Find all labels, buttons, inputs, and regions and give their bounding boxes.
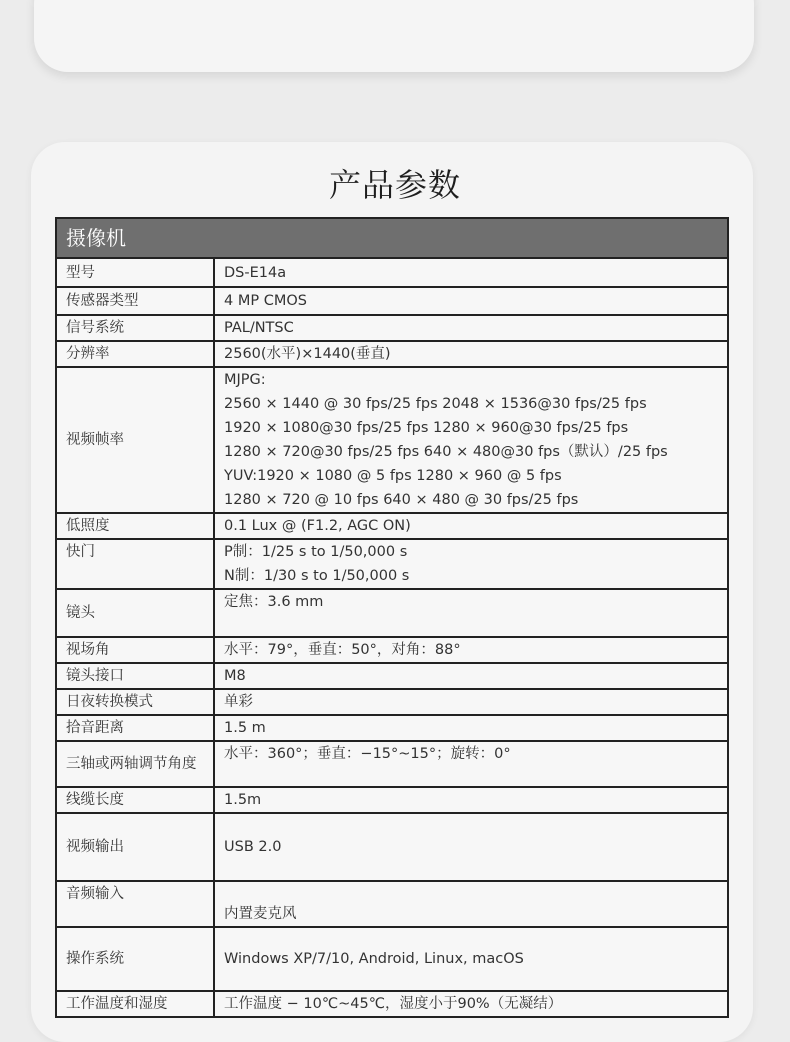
table-row [56, 367, 728, 513]
table-row [56, 315, 728, 341]
row-value: 定焦：3.6 mm [214, 589, 728, 637]
row-value: USB 2.0 [214, 813, 728, 881]
table-row [56, 258, 728, 287]
row-value: M8 [214, 663, 728, 689]
row-label: 视场角 [56, 637, 214, 663]
row-value: 1.5m [214, 787, 728, 813]
row-value: 4 MP CMOS [214, 287, 728, 315]
row-label: 操作系统 [56, 927, 214, 991]
row-value: 0.1 Lux @ (F1.2, AGC ON) [214, 513, 728, 539]
row-value: MJPG: 2560 × 1440 @ 30 fps/25 fps 2048 × 1536@30 fps/25 fps 1920 × 1080@30 fps/25 fps 1280 × 960@30 fps/25 fps 1280 × 720@30 fps/25 fps 640 × 480@30 fps（默认）/25 fps YUV:1920 × 1080 @ 5 fps 1280 × 960 @ 5 fps 1280 × 720 @ 10 fps 640 × 480 @ 30 fps/25 fps [214, 367, 728, 513]
row-label: 传感器类型 [56, 287, 214, 315]
table-row [56, 741, 728, 787]
section-header: 摄像机 [56, 218, 728, 258]
table-row [56, 539, 728, 589]
previous-section-card [34, 0, 754, 72]
row-value: Windows XP/7/10, Android, Linux, macOS [214, 927, 728, 991]
table-row [56, 637, 728, 663]
table-row [56, 589, 728, 637]
table-row [56, 787, 728, 813]
table-row [56, 927, 728, 991]
row-label: 音频输入 [56, 881, 214, 927]
row-value: 水平：79°，垂直：50°，对角：88° [214, 637, 728, 663]
table-row [56, 287, 728, 315]
row-label: 快门 [56, 539, 214, 589]
row-label: 信号系统 [56, 315, 214, 341]
row-value: 1.5 m [214, 715, 728, 741]
row-label: 视频输出 [56, 813, 214, 881]
row-label: 日夜转换模式 [56, 689, 214, 715]
row-label: 视频帧率 [56, 367, 214, 513]
page-title: 产品参数 [328, 166, 461, 204]
row-label: 低照度 [56, 513, 214, 539]
row-label: 分辨率 [56, 341, 214, 367]
spec-table [55, 217, 729, 1018]
table-row [56, 663, 728, 689]
row-value: DS-E14a [214, 258, 728, 287]
row-label: 拾音距离 [56, 715, 214, 741]
row-value: 工作温度 − 10℃~45℃，湿度小于90%（无凝结） [214, 991, 728, 1017]
row-label: 镜头接口 [56, 663, 214, 689]
table-row [56, 341, 728, 367]
row-value: 单彩 [214, 689, 728, 715]
table-row [56, 813, 728, 881]
row-value: P制：1/25 s to 1/50,000 s N制：1/30 s to 1/50,000 s [214, 539, 728, 589]
row-label: 型号 [56, 258, 214, 287]
row-label: 镜头 [56, 589, 214, 637]
row-label: 三轴或两轴调节角度 [56, 741, 214, 787]
row-value: 内置麦克风 [214, 881, 728, 927]
row-value: 2560(水平)×1440(垂直) [214, 341, 728, 367]
row-value: PAL/NTSC [214, 315, 728, 341]
table-row [56, 715, 728, 741]
row-value: 水平：360°；垂直：−15°~15°；旋转：0° [214, 741, 728, 787]
row-label: 工作温度和湿度 [56, 991, 214, 1017]
row-label: 线缆长度 [56, 787, 214, 813]
table-row [56, 689, 728, 715]
table-row [56, 513, 728, 539]
table-row [56, 881, 728, 927]
table-row [56, 991, 728, 1017]
